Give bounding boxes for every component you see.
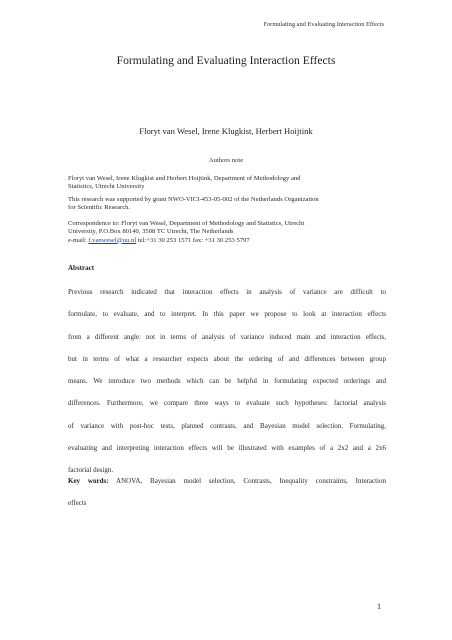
abstract-line: formulate, to evaluate, and to interpret. In this paper we propose to look at interaction effects <box>68 310 386 319</box>
author-list: Floryt van Wesel, Irene Klugkist, Herbert Hoijtink <box>139 126 313 136</box>
affiliation-line: Statistics, Utrecht University <box>68 183 145 191</box>
funding-paragraph <box>68 196 388 213</box>
running-head: Formulating and Evaluating Interaction Effects <box>263 21 384 28</box>
abstract-line: evaluating and interpreting interaction effects will be illustrated with examples of a 2x2 and a 2x6 <box>68 444 386 453</box>
email-prefix: e-mail: <box>68 236 89 244</box>
abstract-body <box>68 288 386 489</box>
correspondence-line: University, P.O.Box 80140, 3508 TC Utrecht, The Netherlands <box>68 228 234 236</box>
affiliation-paragraph <box>68 175 388 192</box>
abstract-line: differences. Furthermore, we compare three ways to evaluate such hypotheses: factorial analysis <box>68 399 386 408</box>
keywords-line <box>68 477 386 499</box>
keywords-block <box>68 477 386 522</box>
email-link[interactable]: f.vanwesel@uu.nl <box>88 236 137 244</box>
page-number: 1 <box>377 602 381 611</box>
abstract-line: factorial design. <box>68 466 114 475</box>
abstract-line: from a different angle: not in terms of analysis of variance induced main and interaction effects, <box>68 332 386 341</box>
contact-line <box>68 237 388 245</box>
paper-title: Formulating and Evaluating Interaction Effects <box>116 54 336 67</box>
authors-note-heading: Authors note <box>208 157 244 164</box>
affiliation-line: Floryt van Wesel, Irene Klugkist and Herbert Hoijtink, Department of Methodology and <box>68 175 301 182</box>
funding-line: This research was supported by grant NWO-VICI-453-05-002 of the Netherlands Organization <box>68 196 319 203</box>
abstract-line: but in terms of what a researcher expects about the ordering of and differences between group <box>68 354 386 363</box>
abstract-heading: Abstract <box>68 264 95 272</box>
keywords-label: Key words: <box>68 477 109 485</box>
correspondence-paragraph <box>68 220 388 245</box>
abstract-line: of variance with post-hoc tests, planned contrasts, and Bayesian model selection. Formulating, <box>68 421 386 430</box>
funding-line: for Scientific Research. <box>68 204 131 212</box>
abstract-line: means. We introduce two methods which can be helpful in formulating expected orderings and <box>68 377 386 386</box>
keywords-list: ANOVA, Bayesian model selection, Contrasts, Inequality constraints, Interaction <box>108 477 386 485</box>
contact-phone-fax: tel:+31 30 253 1571 fax: +31 30 253 5797 <box>136 236 250 244</box>
abstract-line: Previous research indicated that interaction effects in analysis of variance are difficult to <box>68 288 386 296</box>
keywords-line-continued: effects <box>68 499 87 508</box>
correspondence-line: Correspondence to: Floryt van Wesel, Department of Methodology and Statistics, Utrecht <box>68 220 305 227</box>
